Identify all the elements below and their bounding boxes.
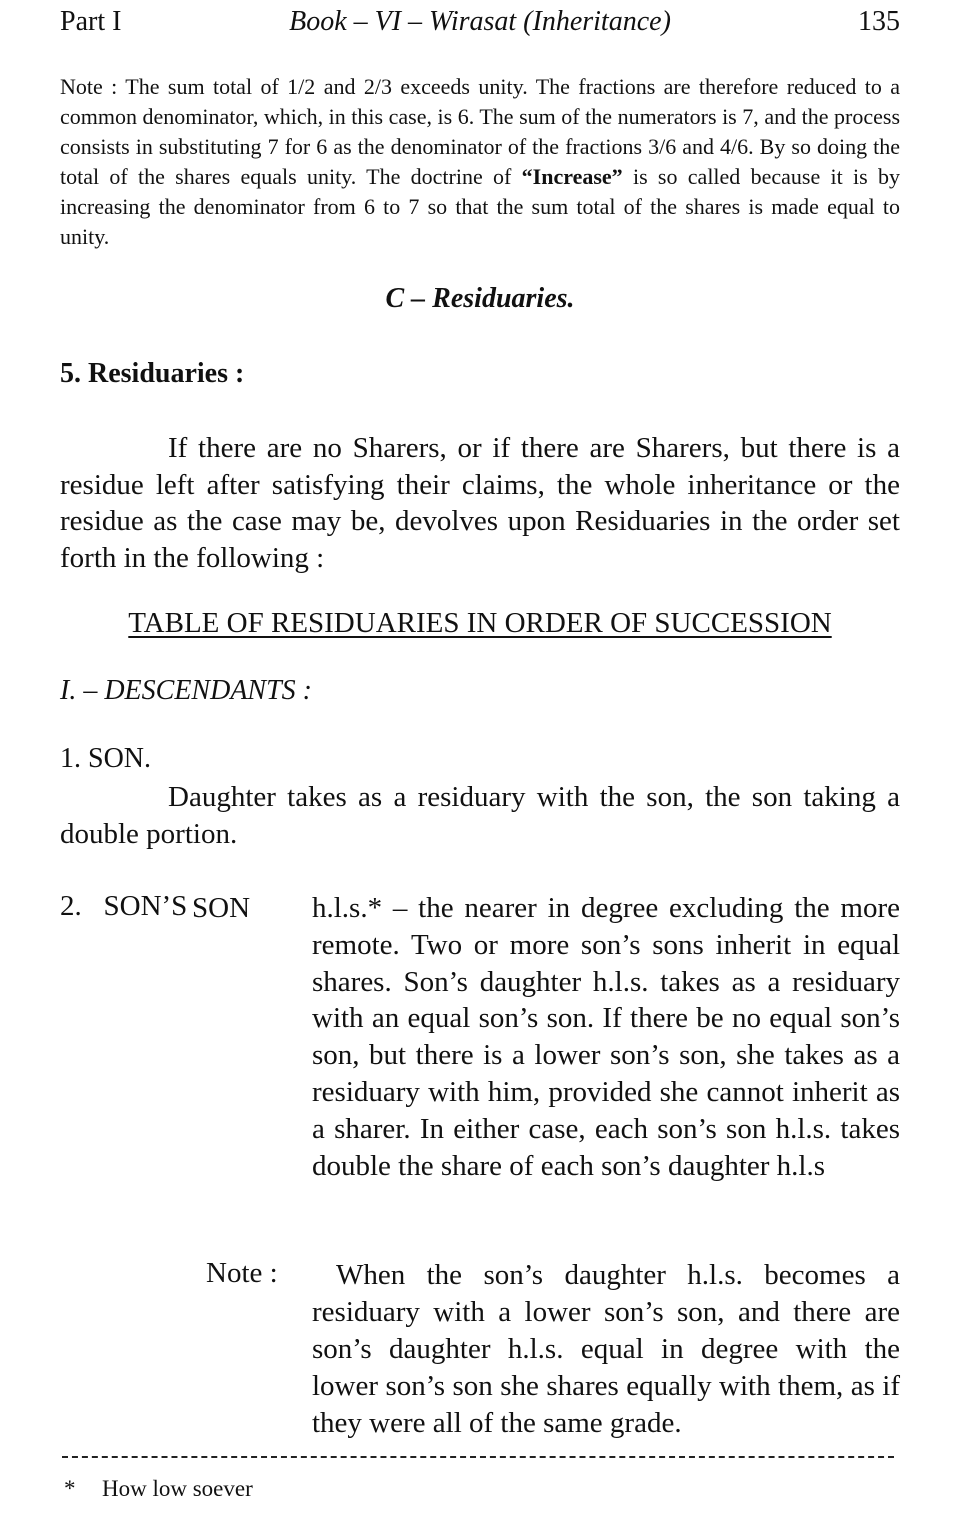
footnote-divider	[62, 1456, 894, 1458]
item-sons-son-label: 2. SON’S	[60, 890, 188, 922]
section-heading: C – Residuaries.	[385, 283, 575, 314]
paragraph-heading: 5. Residuaries :	[60, 358, 245, 389]
increase-note	[60, 72, 900, 252]
page-number: 135	[858, 6, 900, 37]
footnote-text: How low soever	[102, 1476, 253, 1501]
increase-note-text-after: is so called because it is by increasing the denominator from 6 to 7 so that the sum total of the shares is made equal to unity.	[60, 164, 900, 249]
descendants-heading: I. – DESCENDANTS :	[60, 675, 312, 706]
table-title: TABLE OF RESIDUARIES IN ORDER OF SUCCESSION	[128, 607, 832, 639]
increase-note-text-before: Note : The sum total of 1/2 and 2/3 exceeds unity. The fractions are therefore reduced to a common denominator, which, in this case, is 6. The sum of the numerators is 7, and the process consists in substituting 7 for 6 as the denominator of the fractions 3/6 and 4/6. By so doing the total of the shares equals unity. The doctrine of	[60, 74, 900, 189]
part-label: Part I	[60, 6, 122, 37]
increase-term: “Increase”	[521, 164, 623, 189]
item-son-title: 1. SON.	[60, 743, 152, 774]
residuaries-paragraph: If there are no Sharers, or if there are Sharers, but there is a residue left after satisfying their claims, the whole inheritance or the residue as the case may be, devolves upon Residuaries in the order set forth in the following :	[60, 432, 900, 574]
item-sons-son-description: h.l.s.* – the nearer in degree excluding the more remote. Two or more son’s sons inherit in equal shares. Son’s daughter h.l.s. takes as a residuary with an equal son’s son. If there be no equal son’s son, but there is a lower son’s son, she takes as a residuary with him, provided she cannot inherit as a sharer. In either case, each son’s son h.l.s. takes double the share of each son’s daughter h.l.s	[312, 892, 900, 1182]
note-text: When the son’s daughter h.l.s. becomes a residuary with a lower son’s son, and there are son’s daughter h.l.s. equal in degree with the lower son’s son she shares equally with them, as if they were all of the same grade.	[312, 1259, 900, 1439]
item-sons-son-description-block	[192, 890, 900, 1184]
item-sons-son-lead: SON	[192, 892, 251, 924]
footnote-marker: *	[64, 1476, 76, 1501]
running-header	[60, 6, 900, 42]
item-son-description: Daughter takes as a residuary with the son, the son taking a double portion.	[60, 781, 900, 850]
book-title: Book – VI – Wirasat (Inheritance)	[289, 6, 671, 37]
note-label: Note :	[206, 1257, 278, 1289]
